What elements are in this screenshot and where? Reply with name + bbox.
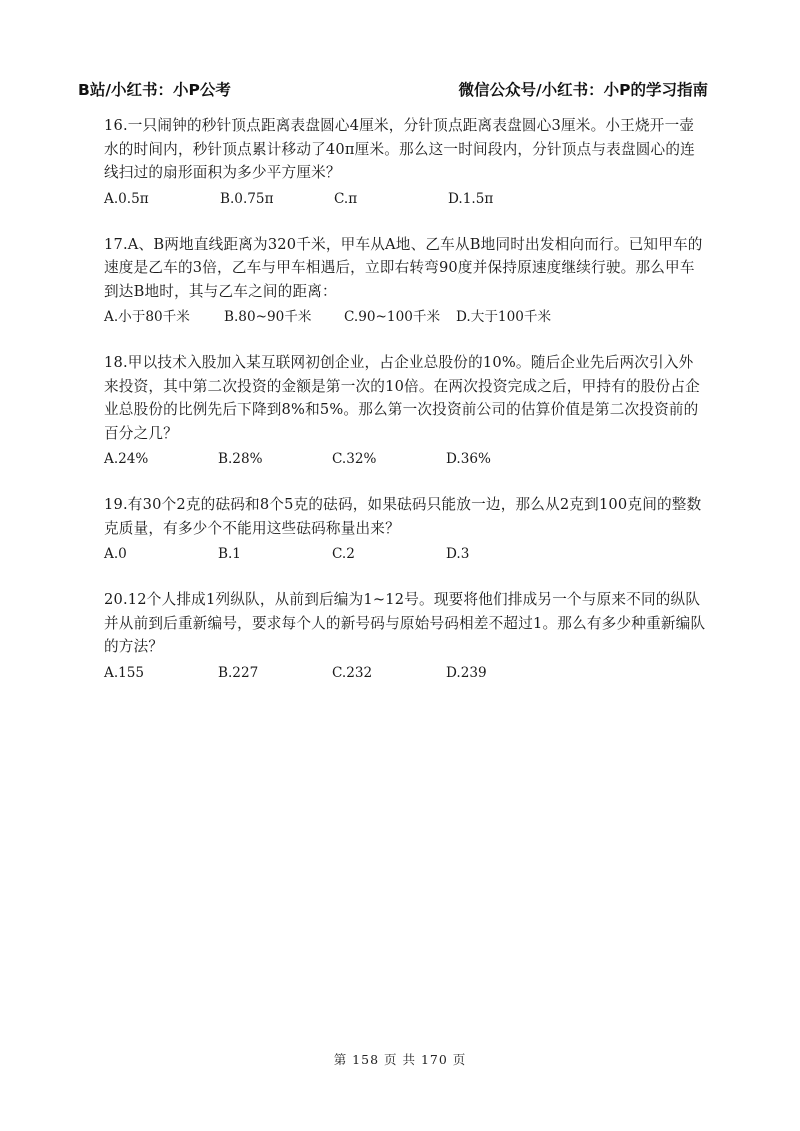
question-16 bbox=[104, 114, 708, 211]
answer-options bbox=[104, 542, 708, 566]
option-c: C.32% bbox=[332, 451, 377, 467]
option-a: A.0.5π bbox=[104, 190, 149, 207]
option-d: D.3 bbox=[446, 546, 470, 562]
option-b: B.1 bbox=[218, 546, 241, 562]
option-a: A.小于80千米 bbox=[104, 309, 190, 325]
question-stem: 20.12个人排成1列纵队，从前到后编为1~12号。现要将他们排成另一个与原来不同的纵队并从前到后重新编号，要求每个人的新号码与原始号码相差不超过1。那么有多少种重新编队的方法？ bbox=[104, 591, 706, 655]
option-b: B.80~90千米 bbox=[224, 309, 312, 325]
option-c: C.π bbox=[334, 190, 358, 207]
option-d: D.大于100千米 bbox=[456, 309, 552, 325]
answer-options bbox=[104, 305, 708, 329]
question-stem: 19.有30个2克的砝码和8个5克的砝码，如果砝码只能放一边，那么从2克到100克间的整数克质量，有多少个不能用这些砝码称量出来？ bbox=[104, 496, 702, 537]
option-c: C.232 bbox=[332, 664, 373, 681]
question-list bbox=[104, 114, 708, 707]
option-d: D.1.5π bbox=[448, 190, 494, 207]
question-17 bbox=[104, 233, 708, 330]
question-stem: 17.A、B两地直线距离为320千米，甲车从A地、乙车从B地同时出发相向而行。已知甲车的速度是乙车的3倍，乙车与甲车相遇后，立即右转弯90度并保持原速度继续行驶。那么甲车到达B地时，其与乙车之间的距离： bbox=[104, 235, 703, 300]
option-b: B.0.75π bbox=[220, 190, 274, 207]
question-20 bbox=[104, 588, 708, 685]
option-b: B.227 bbox=[218, 664, 259, 681]
page-header bbox=[78, 76, 708, 102]
option-c: C.2 bbox=[332, 546, 355, 562]
option-d: D.36% bbox=[446, 451, 491, 467]
answer-options bbox=[104, 661, 708, 685]
option-d: D.239 bbox=[446, 664, 487, 681]
header-left-text: B站/小红书：小P公考 bbox=[78, 81, 231, 99]
question-18 bbox=[104, 351, 708, 471]
option-b: B.28% bbox=[218, 451, 263, 467]
question-stem: 16.一只闹钟的秒针顶点距离表盘圆心4厘米，分针顶点距离表盘圆心3厘米。小王烧开一壶水的时间内，秒针顶点累计移动了40π厘米。那么这一时间段内，分针顶点与表盘圆心的连线扫过的扇形面积为多少平方厘米？ bbox=[104, 117, 695, 181]
question-19 bbox=[104, 493, 708, 566]
option-a: A.155 bbox=[104, 664, 145, 681]
header-right-text: 微信公众号/小红书：小P的学习指南 bbox=[458, 81, 708, 99]
question-stem: 18.甲以技术入股加入某互联网初创企业，占企业总股份的10%。随后企业先后两次引入外来投资，其中第二次投资的金额是第一次的10倍。在两次投资完成之后，甲持有的股份占企业总股份的比例先后下降到8%和5%。那么第一次投资前公司的估算价值是第二次投资前的百分之几？ bbox=[104, 354, 700, 442]
option-a: A.24% bbox=[104, 451, 149, 467]
option-a: A.0 bbox=[104, 546, 127, 562]
answer-options bbox=[104, 447, 708, 471]
page-number: 第 158 页 共 170 页 bbox=[333, 1052, 467, 1067]
answer-options bbox=[104, 187, 708, 211]
option-c: C.90~100千米 bbox=[344, 309, 441, 325]
